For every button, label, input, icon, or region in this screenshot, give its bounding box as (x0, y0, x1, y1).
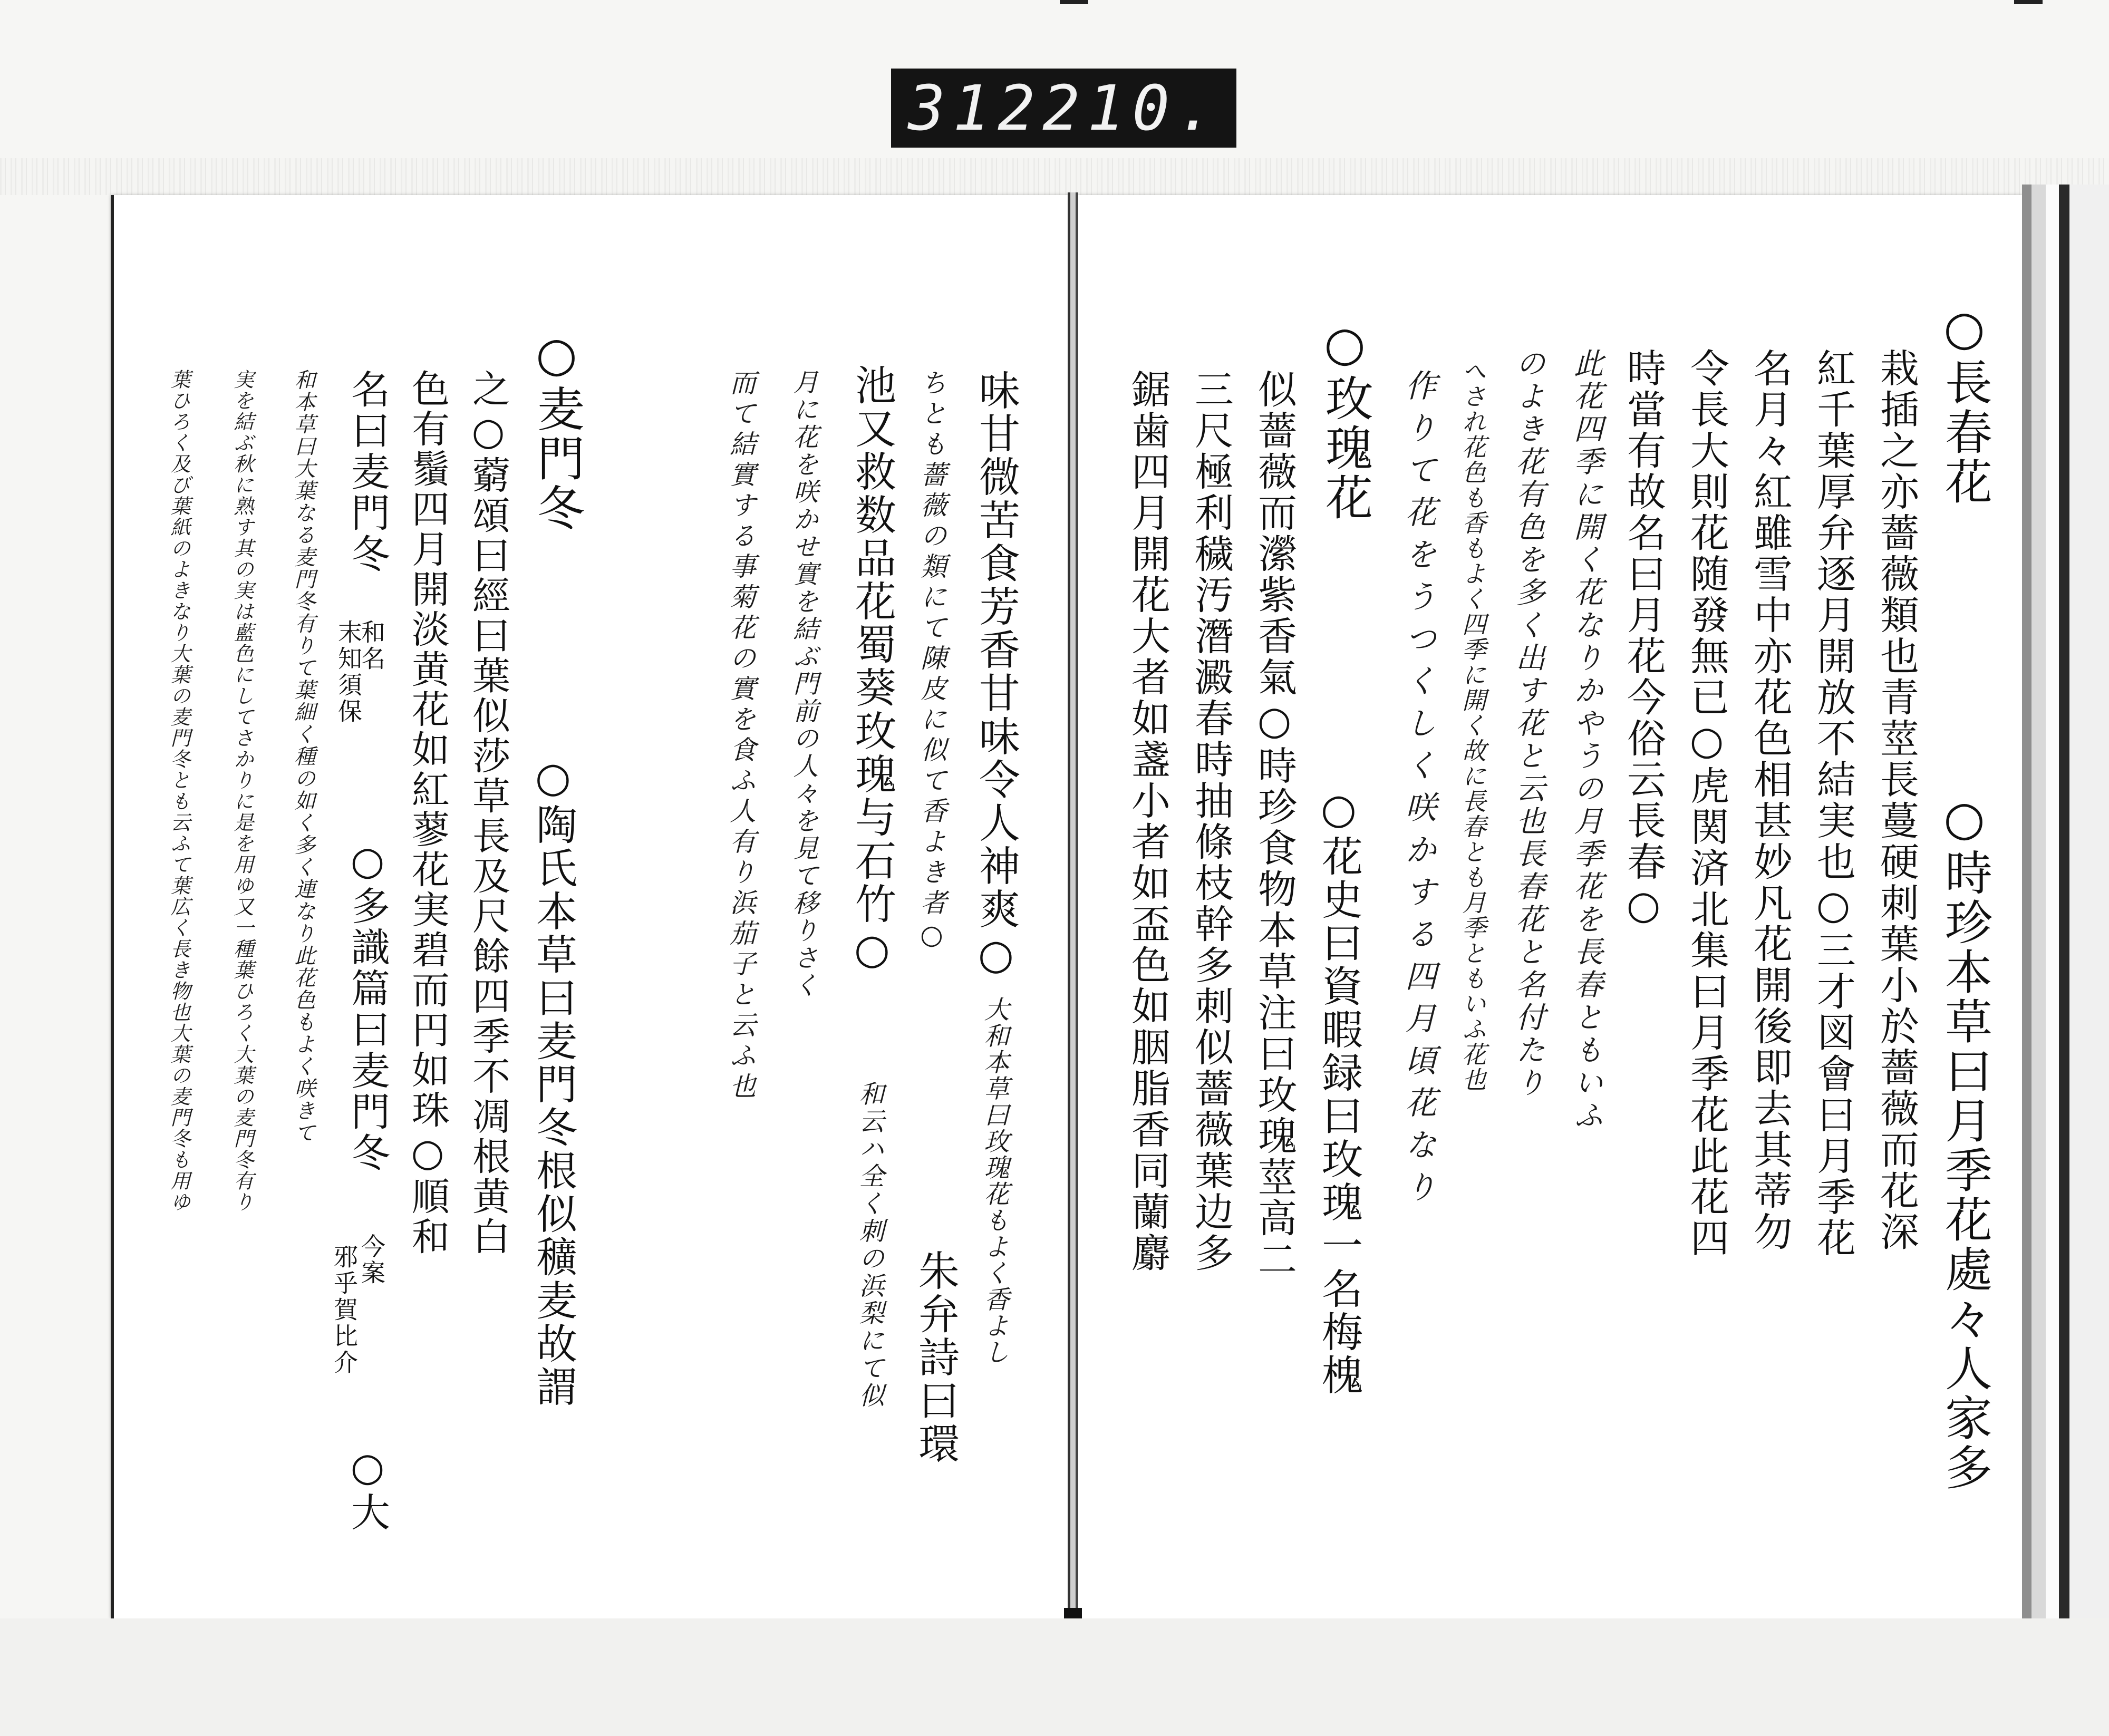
text-column: 池又救数品花蜀葵玫瑰与石竹○ (848, 364, 896, 975)
text-column: 名月々紅雖雪中亦花色相甚妙凡花開後即去其蒂勿 (1747, 348, 1793, 1253)
text-column: 之○藭頌曰經曰葉似莎草長及尺餘四季不凋根黄白 (466, 369, 510, 1257)
text-column: 色有鬚四月開淡黄花如紅蓼花実碧而円如珠○順和 (405, 369, 450, 1257)
text-column: 栽插之亦薔薇類也青莖長蔓硬刺葉小於薔薇而花深 (1874, 348, 1919, 1253)
text-column: 此花四季に開く花なりかやうの月季花を長春ともいふ (1569, 348, 1603, 1132)
text-column: ○長春花 (1937, 300, 1992, 507)
text-column: 似薔薇而瀠紫香氣○時珍食物本草注曰玫瑰莖高二 (1252, 369, 1297, 1280)
annotation-note: 末知須保 (334, 619, 363, 725)
text-column: 名曰麦門冬 (345, 369, 390, 575)
text-column: 月に花を咲かせ實を結ぶ門前の人々を見て移りさく (789, 369, 818, 1000)
frame-number-right: 210. (1042, 72, 1222, 144)
annotation-note: 今案 (357, 1234, 386, 1286)
scan-noise-band (0, 158, 2109, 195)
book-gutter (1068, 192, 1078, 1621)
text-column: ○陶氏本草曰麦門冬根似穬麦故謂 (529, 754, 577, 1409)
text-column: 而て結實する事菊花の實を食ふ人有り浜茄子と云ふ也 (725, 369, 756, 1103)
text-column: ○玫瑰花 (1317, 316, 1372, 522)
annotation-note: 和名 (357, 619, 386, 672)
text-column: ○花史曰資暇録曰玫瑰一名梅槐 (1315, 785, 1362, 1397)
text-column: 味甘微苦食芳香甘味令人神爽○ (972, 369, 1020, 981)
text-column: 時當有故名曰月花今俗云長春○ (1621, 348, 1666, 930)
text-column: 三尺極利穢汚潛澱春時抽條枝幹多刺似薔薇葉边多 (1188, 369, 1234, 1274)
annotation-note: 邪乎賀比介 (330, 1244, 359, 1376)
text-column: 朱弁詩曰環 (912, 1249, 959, 1466)
scan-bottom-margin (0, 1618, 2109, 1736)
text-column: 大和本草曰玫瑰花もよく香よし (980, 996, 1009, 1365)
text-column: 葉ひろく及び葉紙のよきなり大葉の麦門冬とも云ふて葉広く長き物也大葉の麦門冬も用ゆ (167, 369, 190, 1213)
text-column: 作りて花をうつくしく咲かする四月頃花なり (1400, 369, 1437, 1213)
book-right-edge (2022, 185, 2109, 1629)
text-column: 紅千葉厚弁逐月開放不結実也○三才図會曰月季花 (1811, 348, 1856, 1259)
frame-number-left: 312 (908, 72, 1043, 144)
frame-number-label (891, 69, 1236, 148)
top-edge-mark (1060, 0, 1088, 4)
text-column: 実を結ぶ秋に熟す其の実は藍色にしてさかりに是を用ゆ又一種葉ひろく大葉の麦門冬有り (230, 369, 254, 1213)
text-column: ○麦門冬 (529, 327, 584, 533)
text-column: のよき花有色を多く出す花と云也長春花と名付たり (1511, 348, 1545, 1100)
text-column: へされ花色も香もよく四季に開く故に長春とも月季ともいふ花也 (1458, 358, 1487, 1092)
text-column: 和云ハ全く刺の浜梨にて似 (855, 1081, 884, 1410)
text-column: ○時珍本草曰月季花處々人家多 (1937, 791, 1992, 1492)
text-column: 和本草曰大葉なる麦門冬有りて葉細く種の如く多く連なり此花色もよく咲きて (291, 369, 315, 1144)
text-column: 鋸歯四月開花大者如盞小者如盃色如胭脂香同蘭麝 (1125, 369, 1170, 1274)
text-column: ちとも薔薇の類にて陳皮に似て香よき者○ (916, 369, 947, 954)
text-column: 令長大則花随發無已○虎関済北集曰月季花此花四 (1684, 348, 1729, 1259)
text-column: ○多識篇曰麦門冬 (345, 838, 390, 1174)
top-edge-mark (2014, 0, 2043, 4)
text-column: ○大 (345, 1444, 390, 1533)
